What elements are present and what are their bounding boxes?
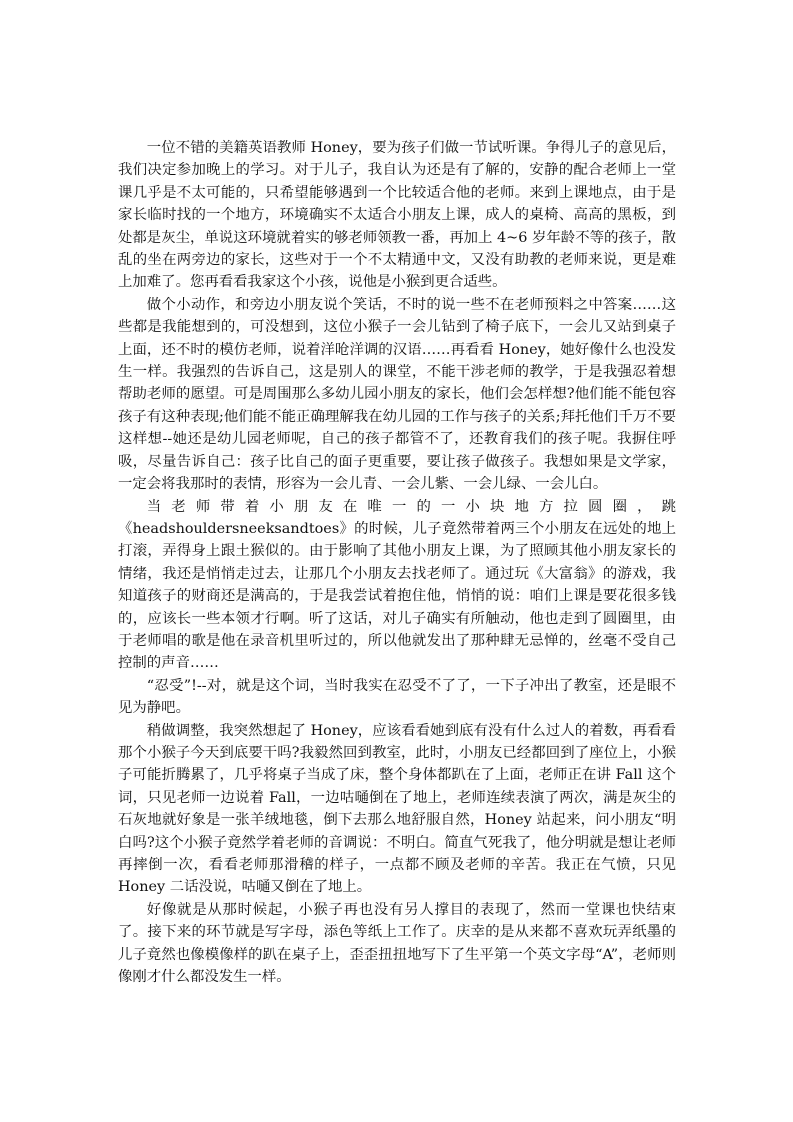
paragraph-1: 一位不错的美籍英语教师 Honey，要为孩子们做一节试听课。争得儿子的意见后，我们决定参加晚上的学习。对于儿子，我自认为还是有了解的，安静的配合老师上一堂课几乎是不太可能的，只希望能够遇到一个比较适合他的老师。来到上课地点，由于是家长临时找的一个地方，环境确实不太适合小朋友上课，成人的桌椅、高高的黑板，到处都是灰尘，单说这环境就着实的够老师领教一番，再加上 4~6 岁年龄不等的孩子，散乱的坐在两旁边的家长，这些对于一个不太精通中文，又没有助教的老师来说，更是难上加难了。您再看看我家这个小孩，说他是小猴到更合适些。 <box>118 140 676 291</box>
paragraph-5: 稍做调整，我突然想起了 Honey，应该看看她到底有没有什么过人的着数，再看看那个小猴子今天到底要干吗?我毅然回到教室，此时，小朋友已经都回到了座位上，小猴子可能折腾累了，几乎将桌子当成了床，整个身体都趴在了上面，老师正在讲 Fall 这个词，只见老师一边说着 Fall，一边咕嗵倒在了地上，老师连续表演了两次，满是灰尘的石灰地就好象是一张羊绒地毯，倒下去那么地舒服自然，Honey 站起来，问小朋友“明白吗?这个小猴子竟然学着老师的音调说：不明白。简直气死我了，他分明就是想让老师再摔倒一次，看看老师那滑稽的样子，一点都不顾及老师的辛苦。我正在气愤，只见 Honey 二话没说，咕嗵又倒在了地上。 <box>118 722 676 896</box>
paragraph-2: 做个小动作，和旁边小朋友说个笑话，不时的说一些不在老师预料之中答案……这些都是我能想到的，可没想到，这位小猴子一会儿钻到了椅子底下，一会儿又站到桌子上面，还不时的模仿老师，说着洋呛洋调的汉语……再看看 Honey，她好像什么也没发生一样。我强烈的告诉自己，这是别人的课堂，不能干涉老师的教学，于是我强忍着想帮助老师的愿望。可是周围那么多幼儿园小朋友的家长，他们会怎样想?他们能不能包容孩子有这种表现;他们能不能正确理解我在幼儿园的工作与孩子的关系;拜托他们千万不要这样想--她还是幼儿园老师呢，自己的孩子都管不了，还教育我们的孩子呢。我摒住呼吸，尽量告诉自己：孩子比自己的面子更重要，要让孩子做孩子。我想如果是文学家，一定会将我那时的表情，形容为一会儿青、一会儿紫、一会儿绿、一会儿白。 <box>118 296 676 493</box>
paragraph-3: 当老师带着小朋友在唯一的一小块地方拉圆圈，跳《headshouldersneeksandtoes》的时候，儿子竟然带着两三个小朋友在远处的地上打滚，弄得身上跟土猴似的。由于影响了其他小朋友上课，为了照顾其他小朋友家长的情绪，我还是悄悄走过去，让那几个小朋友去找老师了。通过玩《大富翁》的游戏，我知道孩子的财商还是满高的，于是我尝试着抱住他，悄悄的说：咱们上课是要花很多钱的，应该长一些本领才行啊。听了这话，对儿子确实有所触动，他也走到了圆圈里，由于老师唱的歌是他在录音机里听过的，所以他就发出了那种肆无忌惮的，丝毫不受自己控制的声音…… <box>118 498 676 672</box>
document-page <box>118 137 676 988</box>
paragraph-6: 好像就是从那时候起，小猴子再也没有另人撑目的表现了，然而一堂课也快结束了。接下来的环节就是写字母，添色等纸上工作了。庆幸的是从来都不喜欢玩弄纸墨的儿子竟然也像模像样的趴在桌子上，歪歪扭扭地写下了生平第一个英文字母“A”，老师则像刚才什么都没发生一样。 <box>118 901 676 986</box>
paragraph-4: “忍受”!--对，就是这个词，当时我实在忍受不了了，一下子冲出了教室，还是眼不见为静吧。 <box>118 677 676 717</box>
